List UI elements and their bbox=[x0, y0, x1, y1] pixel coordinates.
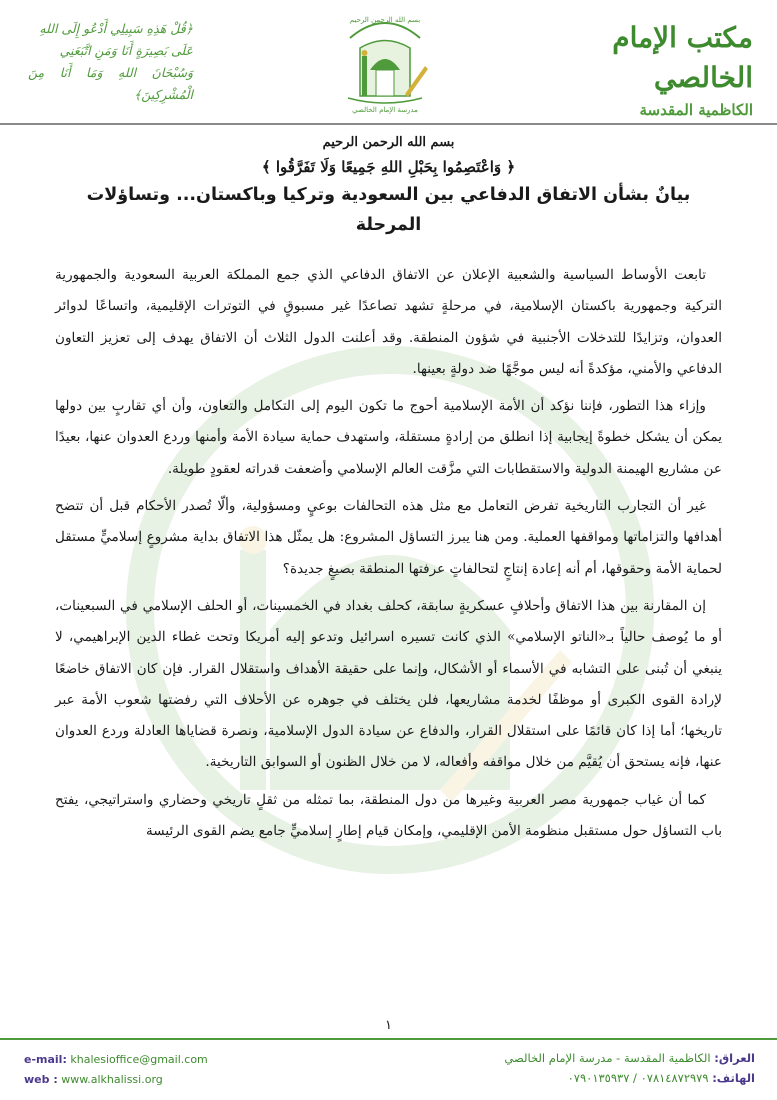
footer-address-phone bbox=[504, 1048, 755, 1088]
footer-contact-web bbox=[24, 1050, 208, 1090]
phone-text: ٠٧٨١٤٨٧٢٩٧٩ / ٠٧٩٠١٣٥٩٣٧ bbox=[567, 1071, 709, 1085]
footer-divider bbox=[0, 1038, 777, 1040]
header-divider bbox=[0, 123, 777, 125]
quran-quote bbox=[28, 18, 193, 106]
letterhead bbox=[0, 0, 777, 125]
page-number: ١ bbox=[385, 1018, 392, 1033]
phone-label: الهاتف: bbox=[712, 1071, 755, 1085]
paragraph-4: إن المقارنة بين هذا الاتفاق وأحلافٍ عسكريةٍ سابقة، كحلف بغداد في الخمسينات، أو الحلف الإسلامي في السبعينات، أو ما يُوصف حالياً بـ«الناتو الإسلامي» الذي كانت تسيره اسرائيل وتدعو إليه أمريكا وتحت غطاء الدين الإبراهيمي، لا ينبغي أن تُبنى على التشابه في الأسماء أو الأشكال، وإنما على حقيقة الأهداف واستقلال القرار. فإن كان الاتفاق خاضعًا لإرادة القوى الكبرى أو موظفًا لخدمة مشاريعها، فلن يختلف في جوهره عن الأحلاف التي رفضتها شعوب الأمة عبر تاريخها؛ أما إذا كان قائمًا على استقلال القرار، والدفاع عن سيادة الدول الإسلامية، ونصرة قضاياها العادلة وردع العدوان عنها، فإنه يستحق أن يُقيَّم من خلال مواقفه وأفعاله، لا من خلال الظنون أو السوابق التاريخية. bbox=[55, 597, 722, 771]
paragraph-1: تابعت الأوساط السياسية والشعبية الإعلان عن الاتفاق الدفاعي الذي جمع المملكة العربية السعودية والجمهورية التركية وجمهورية باكستان الإسلامية، في مرحلةٍ تشهد تصاعدًا غير مسبوقٍ في التوترات الإقليمية، واتساعًا لدوائر العدوان، وتزايدًا للتدخلات الأجنبية في شؤون المنطقة. وقد أعلنت الدول الثلاث أن الاتفاق يهدف إلى تعزيز التعاون الدفاعي والأمني، مؤكدةً أنه ليس موجَّهًا ضد دولةٍ بعينها. bbox=[55, 267, 722, 377]
office-block bbox=[533, 18, 753, 122]
document-body bbox=[55, 128, 722, 853]
statement-title: بيانٌ بشأن الاتفاق الدفاعي بين السعودية وتركيا وباكستان... وتساؤلات المرحلة bbox=[86, 185, 691, 235]
office-city: الكاظمية المقدسة bbox=[639, 101, 753, 119]
email-link[interactable]: khalesioffice@gmail.com bbox=[70, 1053, 208, 1066]
office-name: مكتب الإمام الخالصي bbox=[612, 21, 753, 94]
email-label: e-mail: bbox=[24, 1053, 67, 1066]
emblem-top-text: بسم الله الرحمن الرحيم bbox=[349, 16, 421, 24]
address-text: الكاظمية المقدسة - مدرسة الإمام الخالصي bbox=[504, 1051, 711, 1065]
paragraph-5: كما أن غياب جمهورية مصر العربية وغيرها من دول المنطقة، بما تمثله من ثقلٍ تاريخي وحضاري واستراتيجي، يفتح باب التساؤل حول مستقبل منظومة الأمن الإقليمي، وإمكان قيام إطارٍ إسلاميٍّ جامع يضم القوى الرئيسة bbox=[55, 791, 722, 840]
footer bbox=[0, 1044, 777, 1100]
web-label: web : bbox=[24, 1073, 58, 1086]
paragraph-2: وإزاء هذا التطور، فإننا نؤكد أن الأمة الإسلامية أحوج ما تكون اليوم إلى التكامل والتعاون، وأن أي تقاربٍ بين دولها يمكن أن يشكل خطوةً إيجابية إذا انطلق من إرادةٍ مستقلة، واستهدف حماية سيادة الأمة وأمنها وردع العدوان عنها، بعيدًا عن مشاريع الهيمنة الدولية والاستقطابات التي مزَّقت العالم الإسلامي وأضعفت قدراته لعقودٍ طويلة. bbox=[55, 398, 722, 477]
address-label: العراق: bbox=[714, 1051, 755, 1065]
emblem-bottom-text: مدرسة الإمام الخالصي bbox=[352, 106, 418, 114]
quote-line-1: ﴿قُلْ هَذِهِ سَبِيلِي أَدْعُو إِلَى اللهِ bbox=[39, 21, 193, 36]
basmala: بسم الله الرحمن الرحيم bbox=[322, 135, 455, 150]
quote-line-2: عَلَى بَصِيرَةٍ أَنَا وَمَنِ اتَّبَعَنِي bbox=[59, 43, 193, 58]
quote-line-3: وَسُبْحَانَ اللهِ وَمَا أَنَا مِنَ الْمُشْرِكِينَ﴾ bbox=[28, 65, 193, 102]
paragraph-3: غير أن التجارب التاريخية تفرض التعامل مع مثل هذه التحالفات بوعيٍ ومسؤولية، وألّا تُصدر الأحكام قبل أن تتضح أهدافها والتزاماتها ومواقفها العملية. ومن هنا يبرز التساؤل المشروع: هل يمثّل هذا الاتفاق بداية مشروعٍ إسلاميٍّ مستقل لحماية الأمة وحقوقها، أم أنه إعادة إنتاجٍ لتحالفاتٍ عرفتها المنطقة بصيغٍ جديدة؟ bbox=[55, 498, 722, 577]
quran-verse: ﴿ وَاعْتَصِمُوا بِحَبْلِ اللهِ جَمِيعًا وَلَا تَفَرَّقُوا ﴾ bbox=[261, 158, 516, 176]
web-link[interactable]: www.alkhalissi.org bbox=[61, 1073, 163, 1086]
mosque-emblem-icon bbox=[330, 8, 440, 116]
